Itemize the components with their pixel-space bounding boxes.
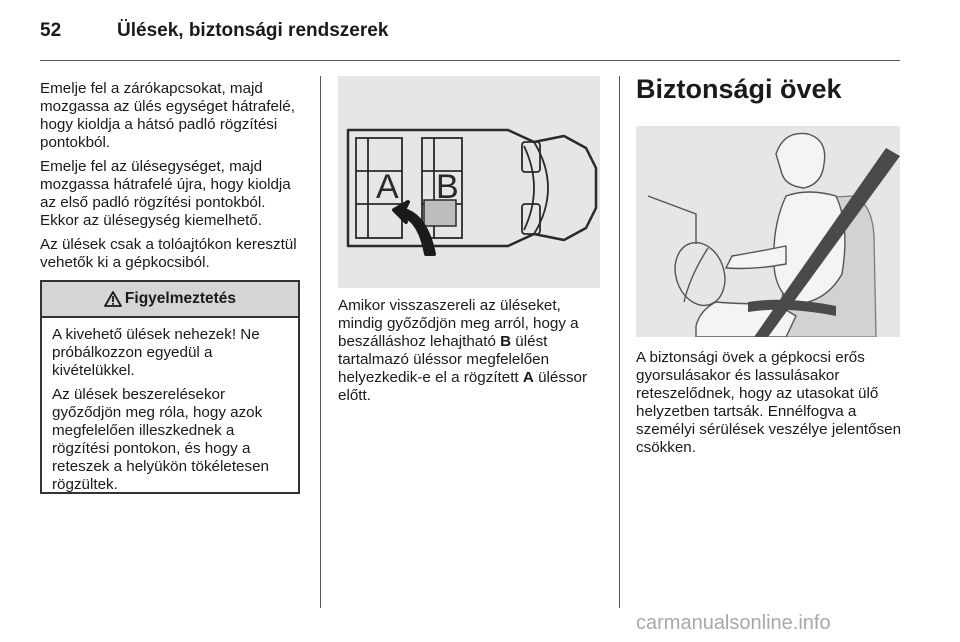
seat-label-a: A	[376, 168, 399, 206]
seatbelt-driver-illustration	[636, 126, 900, 337]
text-run: Amikor visszaszereli az üléseket, mindig győződjön meg arról, hogy a beszálláshoz lehajtható	[338, 297, 579, 350]
warning-paragraph: A kivehető ülések nehezek! Ne próbálkozzon egyedül a kivételükkel.	[52, 326, 260, 379]
warning-paragraph: Az ülések beszerelésekor győződjön meg róla, hogy azok megfelelően illeszkednek a rögzítési pontokon, és hogy a reteszek a helyükön tökéletesen rögzültek.	[52, 386, 269, 493]
column-divider-right	[619, 76, 620, 608]
text-run: ülést tartalmazó üléssor megfelelően helyezkedik-e el a rögzített	[338, 333, 550, 386]
warning-body	[42, 318, 298, 494]
section-heading: Biztonsági övek	[636, 74, 842, 104]
seat-label-b: B	[436, 168, 459, 206]
text-run: üléssor előtt.	[338, 369, 588, 404]
paragraph: Emelje fel a zárókapcsokat, majd mozgassa az ülés egységet hátrafelé, hogy kioldja a hátsó padló rögzítési pontokból.	[40, 80, 295, 151]
watermark: carmanualsonline.info	[636, 612, 831, 634]
warning-box	[40, 280, 300, 494]
warning-title-bar	[42, 282, 298, 318]
paragraph: A biztonsági övek a gépkocsi erős gyorsulásakor és lassulásakor reteszelődnek, hogy az utasokat ülő helyzetben tartsák. Ennélfogva a személyi sérülések veszélye jelentősen csökken.	[636, 349, 902, 456]
paragraph: Az ülések csak a tolóajtókon keresztül vehetők ki a gépkocsiból.	[40, 236, 297, 271]
warning-triangle-icon	[104, 291, 122, 307]
paragraph	[338, 297, 606, 405]
column-divider-left	[320, 76, 321, 608]
van-seating-figure	[338, 76, 600, 288]
seatbelt-figure	[636, 126, 900, 337]
van-top-view-illustration	[338, 76, 600, 288]
page-header-title: Ülések, biztonsági rendszerek	[117, 20, 389, 41]
column-1-text	[40, 80, 305, 278]
page-number: 52	[40, 20, 62, 41]
column-3-text	[636, 349, 904, 463]
seat-reference-a: A	[522, 369, 534, 386]
paragraph: Emelje fel az ülésegységet, majd mozgassa hátrafelé újra, hogy kioldja az első padló rögzítési pontokból. Ekkor az ülésegység kiemelhető.	[40, 158, 291, 229]
column-2-text	[338, 297, 606, 411]
header-rule	[40, 60, 900, 61]
warning-title: Figyelmeztetés	[124, 290, 237, 307]
seat-reference-b: B	[500, 333, 512, 350]
